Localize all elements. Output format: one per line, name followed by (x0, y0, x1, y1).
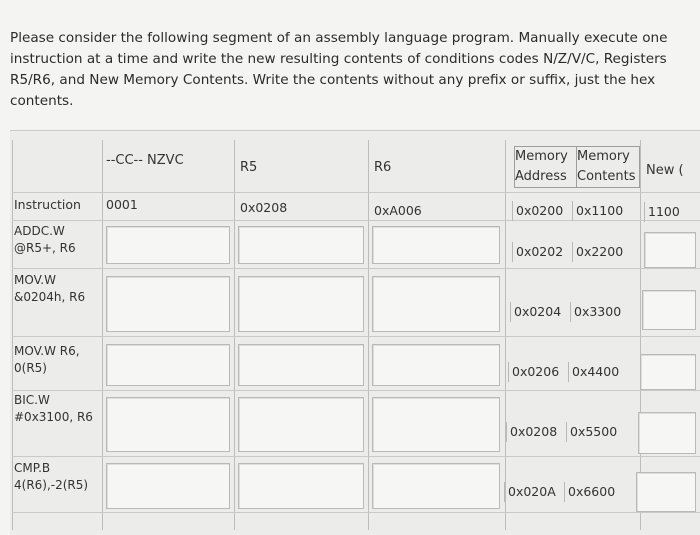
header-r5: R5 (240, 160, 258, 175)
memory-address: 0x0204 (510, 302, 564, 322)
initial-row-label: Instruction (14, 197, 81, 212)
initial-new: 1100 (644, 202, 683, 222)
memory-contents: 0x6600 (564, 482, 618, 502)
new-memory-input[interactable] (636, 472, 696, 512)
r6-input[interactable] (372, 397, 500, 452)
header-r6: R6 (374, 160, 392, 175)
memory-contents: 0x2200 (572, 242, 626, 262)
header-new-contents: New ( (646, 163, 684, 178)
r6-input[interactable] (372, 226, 500, 264)
initial-address: 0x0200 (512, 201, 566, 221)
new-memory-input[interactable] (638, 412, 696, 454)
cc-input[interactable] (106, 463, 230, 509)
memory-contents: 0x3300 (570, 302, 624, 322)
cc-input[interactable] (106, 344, 230, 386)
grid-line (12, 336, 700, 337)
grid-line (12, 268, 700, 269)
grid-line (12, 192, 700, 193)
header-memory-address: Memory Address (514, 146, 577, 188)
grid-line (505, 140, 506, 530)
grid-line (368, 140, 369, 530)
r5-input[interactable] (238, 226, 364, 264)
new-memory-input[interactable] (644, 232, 696, 268)
r6-input[interactable] (372, 276, 500, 332)
cc-input[interactable] (106, 397, 230, 452)
initial-contents: 0x1100 (572, 201, 626, 221)
memory-address: 0x0206 (508, 362, 562, 382)
memory-contents: 0x5500 (566, 422, 620, 442)
header-memory-contents: Memory Contents (576, 146, 640, 188)
cc-input[interactable] (106, 226, 230, 264)
memory-address: 0x0208 (506, 422, 560, 442)
r5-input[interactable] (238, 276, 364, 332)
cc-input[interactable] (106, 276, 230, 332)
memory-address: 0x0202 (512, 242, 566, 262)
grid-line (234, 140, 235, 530)
new-memory-input[interactable] (642, 290, 696, 330)
header-cc: --CC-- NZVC (106, 153, 184, 168)
r5-input[interactable] (238, 344, 364, 386)
instructions-text: Please consider the following segment of an assembly language program. Manually execute one instruction at a time and write the new resulting contents of conditions codes N/Z/V/C, Registers R5/R6, and New Memory Contents. Write the contents without any prefix or suffix, just the hex contents. (10, 30, 668, 109)
initial-r5: 0x0208 (240, 200, 288, 215)
instruction-label: MOV.W &0204h, R6 (14, 273, 86, 304)
grid-line (102, 140, 103, 530)
instruction-label: BIC.W #0x3100, R6 (14, 393, 93, 424)
instruction-label: MOV.W R6, 0(R5) (14, 344, 80, 375)
grid-line (12, 456, 700, 457)
initial-r6: 0xA006 (374, 203, 422, 218)
instruction-label: ADDC.W @R5+, R6 (14, 224, 76, 255)
instruction-label: CMP.B 4(R6),-2(R5) (14, 461, 89, 492)
grid-line (12, 390, 700, 391)
r5-input[interactable] (238, 397, 364, 452)
new-memory-input[interactable] (640, 354, 696, 390)
memory-address: 0x020A (504, 482, 559, 502)
r6-input[interactable] (372, 344, 500, 386)
r6-input[interactable] (372, 463, 500, 509)
grid-line (12, 140, 13, 530)
memory-contents: 0x4400 (568, 362, 622, 382)
initial-cc: 0001 (106, 197, 138, 212)
grid-line (12, 512, 700, 513)
r5-input[interactable] (238, 463, 364, 509)
